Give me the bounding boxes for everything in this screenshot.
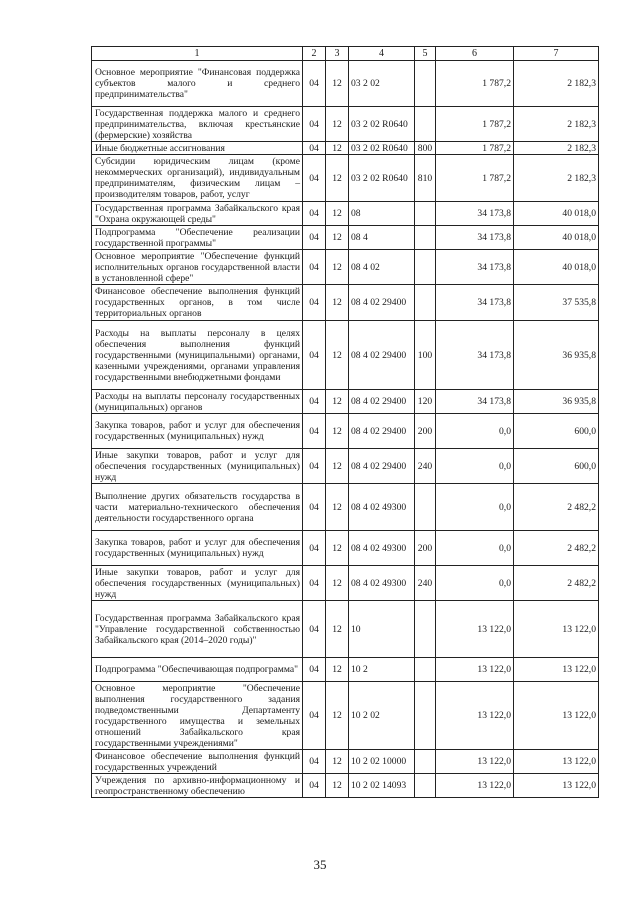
row-amount-col6: 1 787,2 bbox=[436, 61, 514, 107]
row-section-code: 04 bbox=[303, 202, 326, 226]
row-amount-col7: 36 935,8 bbox=[514, 321, 599, 390]
row-target-article: 08 4 02 29400 bbox=[349, 449, 415, 484]
row-section-code: 04 bbox=[303, 601, 326, 658]
row-subsection-code: 12 bbox=[326, 142, 349, 155]
row-target-article: 03 2 02 R0640 bbox=[349, 107, 415, 142]
row-name: Расходы на выплаты персоналу государственных (муниципальных) органов bbox=[92, 390, 303, 414]
table-row bbox=[92, 202, 599, 226]
row-section-code: 04 bbox=[303, 414, 326, 449]
table-row bbox=[92, 107, 599, 142]
row-amount-col6: 34 173,8 bbox=[436, 321, 514, 390]
row-target-article: 03 2 02 R0640 bbox=[349, 142, 415, 155]
row-expense-type: 200 bbox=[415, 414, 436, 449]
row-expense-type: 240 bbox=[415, 566, 436, 601]
row-expense-type bbox=[415, 250, 436, 285]
row-section-code: 04 bbox=[303, 658, 326, 682]
row-target-article: 03 2 02 R0640 bbox=[349, 155, 415, 202]
row-subsection-code: 12 bbox=[326, 107, 349, 142]
row-section-code: 04 bbox=[303, 107, 326, 142]
row-amount-col6: 13 122,0 bbox=[436, 750, 514, 774]
row-amount-col6: 34 173,8 bbox=[436, 390, 514, 414]
row-expense-type: 120 bbox=[415, 390, 436, 414]
row-section-code: 04 bbox=[303, 774, 326, 798]
row-amount-col7: 40 018,0 bbox=[514, 226, 599, 250]
row-section-code: 04 bbox=[303, 682, 326, 750]
table-row bbox=[92, 414, 599, 449]
table-row bbox=[92, 658, 599, 682]
row-name: Иные бюджетные ассигнования bbox=[92, 142, 303, 155]
row-target-article: 08 4 02 49300 bbox=[349, 531, 415, 566]
row-name: Подпрограмма "Обеспечивающая подпрограмма" bbox=[92, 658, 303, 682]
row-expense-type bbox=[415, 658, 436, 682]
header-cell-7: 7 bbox=[514, 47, 599, 61]
row-subsection-code: 12 bbox=[326, 250, 349, 285]
row-subsection-code: 12 bbox=[326, 61, 349, 107]
row-subsection-code: 12 bbox=[326, 202, 349, 226]
row-subsection-code: 12 bbox=[326, 414, 349, 449]
row-amount-col6: 0,0 bbox=[436, 484, 514, 531]
row-expense-type bbox=[415, 226, 436, 250]
table-row bbox=[92, 250, 599, 285]
row-amount-col6: 34 173,8 bbox=[436, 250, 514, 285]
row-expense-type bbox=[415, 61, 436, 107]
row-amount-col7: 2 482,2 bbox=[514, 484, 599, 531]
header-cell-1: 1 bbox=[92, 47, 303, 61]
row-amount-col6: 0,0 bbox=[436, 531, 514, 566]
row-expense-type bbox=[415, 202, 436, 226]
row-subsection-code: 12 bbox=[326, 321, 349, 390]
table-row bbox=[92, 285, 599, 321]
row-amount-col7: 40 018,0 bbox=[514, 202, 599, 226]
table-row bbox=[92, 566, 599, 601]
row-name: Иные закупки товаров, работ и услуг для обеспечения государственных (муниципальных) нужд bbox=[92, 449, 303, 484]
row-amount-col6: 1 787,2 bbox=[436, 155, 514, 202]
row-amount-col7: 2 182,3 bbox=[514, 107, 599, 142]
table-row bbox=[92, 142, 599, 155]
row-name: Финансовое обеспечение выполнения функций государственных органов, в том числе территориальных органов bbox=[92, 285, 303, 321]
row-amount-col7: 2 182,3 bbox=[514, 61, 599, 107]
row-target-article: 08 4 02 49300 bbox=[349, 566, 415, 601]
column-number-header bbox=[92, 47, 599, 61]
row-amount-col6: 0,0 bbox=[436, 449, 514, 484]
row-amount-col6: 0,0 bbox=[436, 414, 514, 449]
row-name: Закупка товаров, работ и услуг для обеспечения государственных (муниципальных) нужд bbox=[92, 531, 303, 566]
row-amount-col7: 36 935,8 bbox=[514, 390, 599, 414]
row-subsection-code: 12 bbox=[326, 484, 349, 531]
header-cell-4: 4 bbox=[349, 47, 415, 61]
row-amount-col6: 34 173,8 bbox=[436, 202, 514, 226]
row-expense-type bbox=[415, 107, 436, 142]
row-amount-col7: 2 182,3 bbox=[514, 155, 599, 202]
row-subsection-code: 12 bbox=[326, 531, 349, 566]
row-name: Закупка товаров, работ и услуг для обеспечения государственных (муниципальных) нужд bbox=[92, 414, 303, 449]
row-expense-type: 200 bbox=[415, 531, 436, 566]
table-row bbox=[92, 750, 599, 774]
row-amount-col7: 13 122,0 bbox=[514, 774, 599, 798]
row-name: Расходы на выплаты персоналу в целях обеспечения выполнения функций государственными (муниципальными) органами, казенными учреждениями, органами управления государственными внебюджетными фондами bbox=[92, 321, 303, 390]
row-amount-col6: 13 122,0 bbox=[436, 774, 514, 798]
row-expense-type bbox=[415, 601, 436, 658]
row-section-code: 04 bbox=[303, 155, 326, 202]
budget-table-body bbox=[92, 47, 599, 798]
row-name: Финансовое обеспечение выполнения функций государственных учреждений bbox=[92, 750, 303, 774]
row-target-article: 03 2 02 bbox=[349, 61, 415, 107]
row-subsection-code: 12 bbox=[326, 750, 349, 774]
row-amount-col7: 13 122,0 bbox=[514, 750, 599, 774]
row-subsection-code: 12 bbox=[326, 155, 349, 202]
row-amount-col6: 1 787,2 bbox=[436, 142, 514, 155]
row-subsection-code: 12 bbox=[326, 566, 349, 601]
table-row bbox=[92, 321, 599, 390]
row-name: Иные закупки товаров, работ и услуг для обеспечения государственных (муниципальных) нужд bbox=[92, 566, 303, 601]
row-amount-col7: 13 122,0 bbox=[514, 682, 599, 750]
page-number: 35 bbox=[313, 857, 327, 872]
row-subsection-code: 12 bbox=[326, 658, 349, 682]
row-target-article: 10 bbox=[349, 601, 415, 658]
row-subsection-code: 12 bbox=[326, 774, 349, 798]
table-row bbox=[92, 601, 599, 658]
row-expense-type bbox=[415, 774, 436, 798]
row-target-article: 08 4 02 29400 bbox=[349, 321, 415, 390]
budget-table bbox=[91, 46, 599, 798]
row-name: Основное мероприятие "Обеспечение функций исполнительных органов государственной власти в установленной сфере" bbox=[92, 250, 303, 285]
row-expense-type bbox=[415, 285, 436, 321]
row-target-article: 10 2 02 10000 bbox=[349, 750, 415, 774]
row-amount-col7: 40 018,0 bbox=[514, 250, 599, 285]
row-name: Государственная программа Забайкальского края "Управление государственной собственностью Забайкальского края (2014–2020 годы)" bbox=[92, 601, 303, 658]
row-amount-col7: 13 122,0 bbox=[514, 601, 599, 658]
table-row bbox=[92, 774, 599, 798]
row-amount-col6: 34 173,8 bbox=[436, 285, 514, 321]
table-row bbox=[92, 155, 599, 202]
header-cell-2: 2 bbox=[303, 47, 326, 61]
row-target-article: 08 4 02 29400 bbox=[349, 390, 415, 414]
row-subsection-code: 12 bbox=[326, 682, 349, 750]
row-amount-col6: 34 173,8 bbox=[436, 226, 514, 250]
row-name: Выполнение других обязательств государства в части материально-технического обеспечения деятельности государственного органа bbox=[92, 484, 303, 531]
row-amount-col7: 600,0 bbox=[514, 414, 599, 449]
row-section-code: 04 bbox=[303, 390, 326, 414]
row-subsection-code: 12 bbox=[326, 449, 349, 484]
row-expense-type bbox=[415, 750, 436, 774]
table-row bbox=[92, 61, 599, 107]
row-subsection-code: 12 bbox=[326, 226, 349, 250]
row-expense-type: 100 bbox=[415, 321, 436, 390]
row-name: Государственная программа Забайкальского края "Охрана окружающей среды" bbox=[92, 202, 303, 226]
row-amount-col6: 1 787,2 bbox=[436, 107, 514, 142]
row-target-article: 08 4 02 bbox=[349, 250, 415, 285]
table-row bbox=[92, 449, 599, 484]
row-section-code: 04 bbox=[303, 250, 326, 285]
row-name: Субсидии юридическим лицам (кроме некоммерческих организаций), индивидуальным предпринимателям, физическим лицам – производителям товаров, работ, услуг bbox=[92, 155, 303, 202]
table-row bbox=[92, 226, 599, 250]
row-target-article: 08 4 02 29400 bbox=[349, 414, 415, 449]
row-target-article: 10 2 02 14093 bbox=[349, 774, 415, 798]
header-cell-3: 3 bbox=[326, 47, 349, 61]
row-expense-type: 240 bbox=[415, 449, 436, 484]
row-target-article: 10 2 bbox=[349, 658, 415, 682]
row-amount-col6: 13 122,0 bbox=[436, 658, 514, 682]
row-amount-col7: 2 482,2 bbox=[514, 566, 599, 601]
row-amount-col7: 37 535,8 bbox=[514, 285, 599, 321]
row-expense-type bbox=[415, 682, 436, 750]
row-section-code: 04 bbox=[303, 142, 326, 155]
row-amount-col6: 13 122,0 bbox=[436, 682, 514, 750]
row-name: Основное мероприятие "Обеспечение выполнения государственного задания подведомственными Департаменту государственного имущества и земельных отношений Забайкальского края государственными учреждениями" bbox=[92, 682, 303, 750]
row-section-code: 04 bbox=[303, 285, 326, 321]
row-amount-col7: 2 482,2 bbox=[514, 531, 599, 566]
row-section-code: 04 bbox=[303, 61, 326, 107]
row-name: Основное мероприятие "Финансовая поддержка субъектов малого и среднего предпринимательства" bbox=[92, 61, 303, 107]
table-row bbox=[92, 390, 599, 414]
row-section-code: 04 bbox=[303, 484, 326, 531]
row-section-code: 04 bbox=[303, 531, 326, 566]
row-target-article: 08 4 02 29400 bbox=[349, 285, 415, 321]
row-amount-col7: 600,0 bbox=[514, 449, 599, 484]
row-expense-type bbox=[415, 484, 436, 531]
row-amount-col7: 13 122,0 bbox=[514, 658, 599, 682]
row-subsection-code: 12 bbox=[326, 601, 349, 658]
row-section-code: 04 bbox=[303, 449, 326, 484]
row-amount-col7: 2 182,3 bbox=[514, 142, 599, 155]
row-target-article: 10 2 02 bbox=[349, 682, 415, 750]
row-name: Учреждения по архивно-информационному и геопространственному обеспечению bbox=[92, 774, 303, 798]
table-row bbox=[92, 531, 599, 566]
row-subsection-code: 12 bbox=[326, 390, 349, 414]
row-target-article: 08 bbox=[349, 202, 415, 226]
row-section-code: 04 bbox=[303, 226, 326, 250]
row-expense-type: 800 bbox=[415, 142, 436, 155]
row-target-article: 08 4 02 49300 bbox=[349, 484, 415, 531]
row-section-code: 04 bbox=[303, 321, 326, 390]
row-subsection-code: 12 bbox=[326, 285, 349, 321]
table-row bbox=[92, 682, 599, 750]
row-amount-col6: 0,0 bbox=[436, 566, 514, 601]
row-amount-col6: 13 122,0 bbox=[436, 601, 514, 658]
header-cell-5: 5 bbox=[415, 47, 436, 61]
row-name: Государственная поддержка малого и среднего предпринимательства, включая крестьянские (фермерские) хозяйства bbox=[92, 107, 303, 142]
row-section-code: 04 bbox=[303, 566, 326, 601]
row-section-code: 04 bbox=[303, 750, 326, 774]
row-expense-type: 810 bbox=[415, 155, 436, 202]
budget-table-sheet bbox=[91, 46, 598, 798]
table-row bbox=[92, 484, 599, 531]
header-cell-6: 6 bbox=[436, 47, 514, 61]
row-name: Подпрограмма "Обеспечение реализации государственной программы" bbox=[92, 226, 303, 250]
row-target-article: 08 4 bbox=[349, 226, 415, 250]
